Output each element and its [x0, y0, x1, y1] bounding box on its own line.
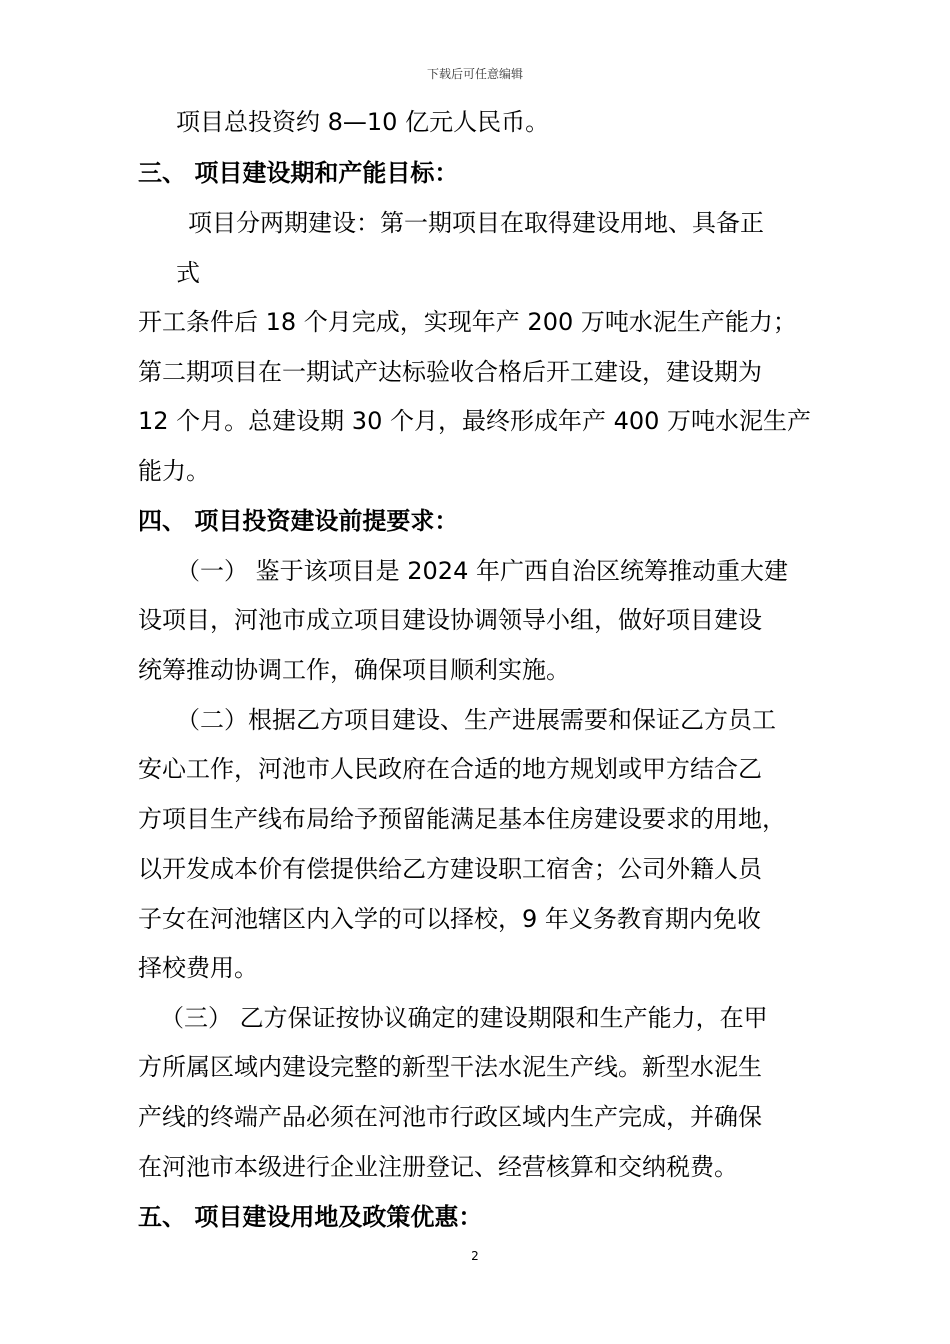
section-3-line: 12 个月。总建设期 30 个月，最终形成年产 400 万吨水泥生产 — [138, 407, 812, 435]
section-4-item-1-line: 统筹推动协调工作，确保项目顺利实施。 — [138, 656, 570, 684]
page-number: 2 — [471, 1249, 479, 1263]
section-4-item-1-line: 设项目，河池市成立项目建设协调领导小组，做好项目建设 — [138, 606, 762, 634]
section-3-heading: 三、 项目建设期和产能目标： — [138, 159, 459, 187]
section-4-item-2-line: 安心工作，河池市人民政府在合适的地方规划或甲方结合乙 — [138, 755, 762, 783]
section-3-line: 式 — [176, 259, 200, 287]
section-4-item-1-line: （一） 鉴于该项目是 2024 年广西自治区统筹推动重大建 — [176, 557, 788, 585]
section-4-item-2-line: 以开发成本价有偿提供给乙方建设职工宿舍；公司外籍人员 — [138, 855, 762, 883]
section-5-heading: 五、 项目建设用地及政策优惠： — [138, 1203, 483, 1231]
page-header-note: 下载后可任意编辑 — [426, 67, 523, 81]
section-4-item-3-line: 在河池市本级进行企业注册登记、经营核算和交纳税费。 — [138, 1153, 738, 1181]
section-4-item-2-line: 方项目生产线布局给予预留能满足基本住房建设要求的用地， — [138, 805, 786, 833]
section-4-item-2-line: 择校费用。 — [138, 954, 258, 982]
section-4-item-3-line: 方所属区域内建设完整的新型干法水泥生产线。新型水泥生 — [138, 1053, 762, 1081]
section-4-item-2-line: （二）根据乙方项目建设、生产进展需要和保证乙方员工 — [176, 706, 776, 734]
section-3-line: 能力。 — [138, 457, 210, 485]
section-4-item-3-line: （三） 乙方保证按协议确定的建设期限和生产能力，在甲 — [160, 1004, 768, 1032]
section-4-item-3-line: 产线的终端产品必须在河池市行政区域内生产完成，并确保 — [138, 1103, 762, 1131]
section-3-line: 项目分两期建设：第一期项目在取得建设用地、具备正 — [188, 209, 764, 237]
section-3-line: 开工条件后 18 个月完成，实现年产 200 万吨水泥生产能力； — [138, 308, 797, 336]
section-4-heading: 四、 项目投资建设前提要求： — [138, 507, 459, 535]
investment-line: 项目总投资约 8—10 亿元人民币。 — [176, 108, 550, 136]
section-4-item-2-line: 子女在河池辖区内入学的可以择校，9 年义务教育期内免收 — [138, 905, 761, 933]
section-3-line: 第二期项目在一期试产达标验收合格后开工建设，建设期为 — [138, 358, 762, 386]
